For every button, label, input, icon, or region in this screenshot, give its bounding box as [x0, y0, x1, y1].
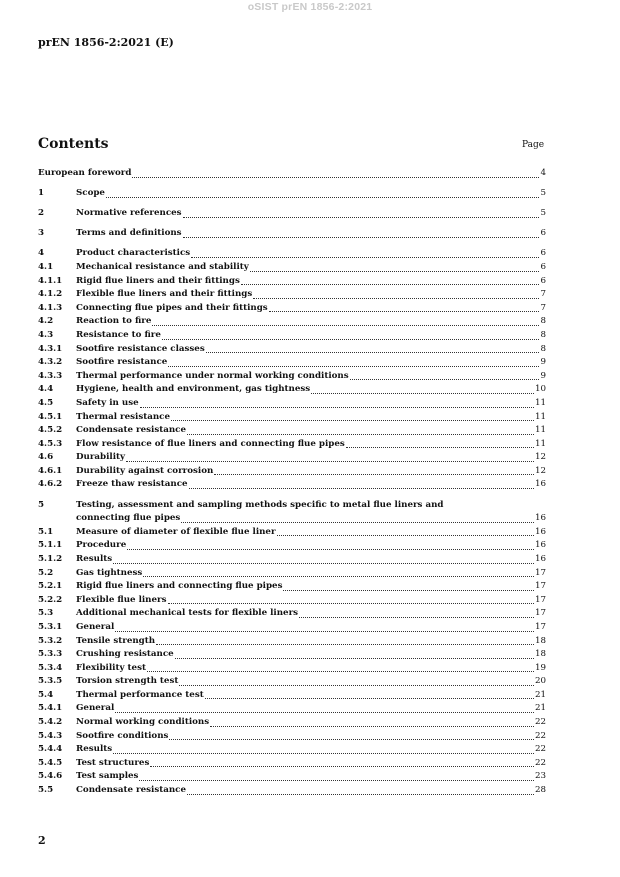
toc-entry-page: 17 — [534, 621, 546, 632]
toc-entry-number: 5.3.5 — [38, 676, 63, 687]
toc-entry-number: 5.4 — [38, 689, 54, 700]
dot-leader — [115, 712, 534, 713]
toc-entry-number: 5.3.3 — [38, 649, 63, 660]
dot-leader — [253, 298, 539, 299]
toc-entry[interactable] — [38, 689, 546, 703]
dot-leader — [183, 217, 540, 218]
table-of-contents — [38, 167, 546, 798]
toc-entry-number: 4.3.3 — [38, 370, 63, 381]
toc-entry-title: Thermal performance test — [76, 689, 204, 700]
toc-entry-title: Gas tightness — [76, 567, 143, 578]
toc-entry-page: 6 — [540, 275, 546, 286]
toc-entry-page: 18 — [534, 635, 546, 646]
dot-leader — [113, 563, 534, 564]
toc-entry[interactable] — [38, 567, 546, 581]
toc-entry-page: 6 — [540, 261, 546, 272]
toc-entry-title: Thermal performance under normal working conditions — [76, 370, 349, 381]
toc-entry[interactable] — [38, 207, 546, 221]
toc-entry-title: General — [76, 703, 115, 714]
toc-entry-number: 4.2 — [38, 316, 54, 327]
toc-entry-title: European foreword — [38, 168, 132, 178]
toc-entry-page: 22 — [534, 730, 546, 741]
toc-entry-number: 5 — [38, 499, 45, 510]
toc-entry-title: Crushing resistance — [76, 649, 174, 660]
dot-leader — [311, 393, 534, 394]
toc-entry[interactable] — [38, 621, 546, 635]
dot-leader — [169, 739, 534, 740]
toc-entry-number: 4.5 — [38, 397, 54, 408]
toc-entry-title: Procedure — [76, 540, 127, 551]
toc-entry[interactable] — [38, 356, 546, 370]
toc-entry-number: 5.1 — [38, 526, 54, 537]
toc-entry-page: 11 — [534, 438, 546, 449]
toc-entry-page: 10 — [534, 384, 546, 395]
toc-entry-number: 5.3.1 — [38, 621, 63, 632]
toc-entry[interactable] — [38, 247, 546, 261]
toc-entry-number: 5.4.5 — [38, 757, 63, 768]
toc-entry-title: Mechanical resistance and stability — [76, 261, 249, 272]
dot-leader — [132, 177, 539, 178]
dot-leader — [210, 726, 534, 727]
dot-leader — [187, 434, 534, 435]
toc-entry-title-line1: Testing, assessment and sampling methods specific to metal flue liners and — [76, 499, 444, 510]
dot-leader — [115, 631, 534, 632]
dot-leader — [241, 284, 540, 285]
toc-entry-number: 4.5.3 — [38, 438, 63, 449]
toc-entry[interactable] — [38, 275, 546, 289]
dot-leader — [179, 685, 534, 686]
toc-entry[interactable] — [38, 730, 546, 744]
toc-entry-title: Additional mechanical tests for flexible liners — [76, 608, 299, 619]
toc-entry-page: 9 — [540, 370, 546, 381]
toc-entry-number: 5.2.2 — [38, 594, 63, 605]
dot-leader — [277, 535, 534, 536]
toc-entry-title: Freeze thaw resistance — [76, 479, 188, 490]
toc-entry-page: 8 — [540, 343, 546, 354]
dot-leader — [269, 311, 540, 312]
toc-entry-title: Sootfire conditions — [76, 730, 169, 741]
toc-entry[interactable] — [38, 302, 546, 316]
toc-entry-title: General — [76, 621, 115, 632]
toc-entry-number: 5.1.1 — [38, 540, 63, 551]
dot-leader — [140, 407, 534, 408]
toc-entry-page: 17 — [534, 581, 546, 592]
dot-leader — [299, 617, 534, 618]
toc-entry-number: 4.4 — [38, 384, 54, 395]
toc-entry-number: 4.3 — [38, 329, 54, 340]
toc-entry-number: 3 — [38, 228, 45, 239]
toc-entry[interactable] — [38, 397, 546, 411]
toc-entry[interactable] — [38, 261, 546, 275]
toc-entry-number: 5.3.4 — [38, 662, 63, 673]
toc-entry-title-line2: connecting flue pipes — [76, 513, 181, 524]
toc-entry[interactable] — [38, 451, 546, 465]
toc-entry-section-5[interactable] — [38, 499, 546, 526]
toc-entry-title: Reaction to fire — [76, 316, 152, 327]
dot-leader — [175, 658, 534, 659]
toc-entry[interactable] — [38, 227, 546, 241]
toc-entry-page: 6 — [540, 248, 546, 259]
dot-leader — [191, 257, 539, 258]
toc-entry[interactable] — [38, 383, 546, 397]
toc-entry-title: Terms and definitions — [76, 228, 182, 239]
toc-entry-page: 9 — [540, 357, 546, 368]
toc-entry-page: 22 — [534, 744, 546, 755]
toc-entry-number: 1 — [38, 188, 45, 199]
contents-heading: Contents — [38, 136, 109, 152]
toc-entry-number: 5.4.6 — [38, 771, 63, 782]
toc-entry-page: 16 — [534, 540, 546, 551]
toc-entry-number: 5.2.1 — [38, 581, 63, 592]
toc-entry-number: 4 — [38, 248, 45, 259]
toc-entry-title: Flexibility test — [76, 662, 146, 673]
dot-leader — [168, 603, 534, 604]
toc-entry[interactable] — [38, 539, 546, 553]
toc-entry[interactable] — [38, 648, 546, 662]
toc-entry-number: 4.6.2 — [38, 479, 63, 490]
toc-entry-page: 28 — [534, 785, 546, 796]
toc-entry-number: 4.1.2 — [38, 289, 63, 300]
dot-leader — [143, 576, 534, 577]
toc-entry-page: 17 — [534, 567, 546, 578]
toc-entry-number: 5.2 — [38, 567, 54, 578]
dot-leader — [113, 753, 534, 754]
toc-entry-title: Condensate resistance — [76, 785, 186, 796]
toc-entry-page: 8 — [540, 329, 546, 340]
toc-entry-title: Sootfire resistance classes — [76, 343, 205, 354]
toc-entry-page: 16 — [534, 526, 546, 537]
toc-entry-page: 21 — [534, 689, 546, 700]
toc-entry[interactable] — [38, 594, 546, 608]
toc-entry-page: 22 — [534, 757, 546, 768]
toc-entry-number: 5.4.2 — [38, 717, 63, 728]
toc-entry-title: Test samples — [76, 771, 139, 782]
toc-entry-title: Rigid flue liners and connecting flue pipes — [76, 581, 283, 592]
toc-entry-page: 16 — [534, 513, 546, 524]
toc-entry-title: Resistance to fire — [76, 329, 161, 340]
toc-entry[interactable] — [38, 438, 546, 452]
dot-leader — [162, 339, 540, 340]
toc-entry-number: 4.1.3 — [38, 302, 63, 313]
toc-entry[interactable] — [38, 343, 546, 357]
toc-entry-title: Scope — [76, 188, 105, 199]
toc-entry-title: Product characteristics — [76, 248, 191, 259]
toc-entry-page: 5 — [540, 188, 546, 199]
toc-entry-number: 5.1.2 — [38, 553, 63, 564]
toc-entry-number: 4.3.1 — [38, 343, 63, 354]
toc-entry[interactable] — [38, 770, 546, 784]
toc-entry-page: 23 — [534, 771, 546, 782]
dot-leader — [152, 325, 539, 326]
toc-entry[interactable] — [38, 288, 546, 302]
toc-entry-title: Thermal resistance — [76, 411, 170, 422]
toc-entry-page: 11 — [534, 411, 546, 422]
dot-leader — [171, 420, 534, 421]
toc-entry-number: 4.6.1 — [38, 465, 63, 476]
dot-leader — [156, 644, 534, 645]
toc-entry-page: 11 — [534, 425, 546, 436]
toc-entry-page: 17 — [534, 594, 546, 605]
toc-entry-number: 4.5.2 — [38, 425, 63, 436]
toc-entry-title: Flow resistance of flue liners and connecting flue pipes — [76, 438, 345, 449]
toc-entry-page: 18 — [534, 649, 546, 660]
toc-entry[interactable] — [38, 465, 546, 479]
toc-entry-title: Normal working conditions — [76, 717, 210, 728]
toc-entry-title: Durability — [76, 452, 126, 463]
toc-entry[interactable] — [38, 424, 546, 438]
toc-entry-page: 11 — [534, 397, 546, 408]
toc-entry-title: Safety in use — [76, 397, 139, 408]
toc-entry[interactable] — [38, 329, 546, 343]
toc-entry-title: Flexible flue liners — [76, 594, 167, 605]
toc-entry[interactable] — [38, 187, 546, 201]
toc-entry[interactable] — [38, 580, 546, 594]
page-column-label: Page — [522, 140, 545, 150]
page-number: 2 — [38, 834, 46, 847]
dot-leader — [187, 794, 534, 795]
dot-leader — [189, 488, 534, 489]
toc-entry-title: Sootfire resistance — [76, 357, 168, 368]
dot-leader — [214, 474, 534, 475]
dot-leader — [350, 379, 540, 380]
toc-entry-title: Results — [76, 553, 113, 564]
toc-entry-page: 17 — [534, 608, 546, 619]
dot-leader — [139, 780, 534, 781]
toc-entry-european-foreword[interactable] — [38, 167, 546, 181]
dot-leader — [106, 197, 540, 198]
toc-entry-title: Flexible flue liners and their fittings — [76, 289, 253, 300]
toc-entry-page: 16 — [534, 553, 546, 564]
toc-entry-number: 4.1.1 — [38, 275, 63, 286]
toc-entry[interactable] — [38, 702, 546, 716]
toc-entry-number: 5.4.1 — [38, 703, 63, 714]
toc-entry-number: 2 — [38, 208, 45, 219]
dot-leader — [181, 522, 534, 523]
toc-entry[interactable] — [38, 743, 546, 757]
toc-entry-page: 16 — [534, 479, 546, 490]
toc-entry-title: Normative references — [76, 208, 182, 219]
toc-entry-number: 5.4.4 — [38, 744, 63, 755]
toc-entry[interactable] — [38, 315, 546, 329]
toc-entry-title: Tensile strength — [76, 635, 156, 646]
dot-leader — [127, 549, 534, 550]
toc-entry-page: 12 — [534, 465, 546, 476]
toc-entry-page: 7 — [540, 289, 546, 300]
toc-entry-page: 22 — [534, 717, 546, 728]
toc-entry-page: 8 — [540, 316, 546, 327]
dot-leader — [250, 271, 540, 272]
toc-entry-page: 7 — [540, 302, 546, 313]
dot-leader — [283, 590, 533, 591]
toc-entry[interactable] — [38, 411, 546, 425]
toc-entry[interactable] — [38, 553, 546, 567]
toc-entry-number: 5.3.2 — [38, 635, 63, 646]
toc-entry-number: 4.1 — [38, 261, 54, 272]
toc-entry-page: 21 — [534, 703, 546, 714]
dot-leader — [183, 237, 540, 238]
toc-entry-number: 4.5.1 — [38, 411, 63, 422]
toc-entry-page: 20 — [534, 676, 546, 687]
toc-entry[interactable] — [38, 675, 546, 689]
toc-entry[interactable] — [38, 370, 546, 384]
toc-entry-title: Durability against corrosion — [76, 465, 214, 476]
toc-entry[interactable] — [38, 635, 546, 649]
toc-entry-title: Results — [76, 744, 113, 755]
toc-entry-number: 5.5 — [38, 785, 54, 796]
toc-entry[interactable] — [38, 526, 546, 540]
dot-leader — [205, 698, 534, 699]
dot-leader — [346, 447, 534, 448]
watermark: oSIST prEN 1856-2:2021 — [247, 1, 373, 13]
toc-entry-page: 12 — [534, 452, 546, 463]
toc-entry[interactable] — [38, 784, 546, 798]
dot-leader — [206, 352, 540, 353]
toc-entry-title: Test structures — [76, 757, 150, 768]
dot-leader — [168, 366, 539, 367]
dot-leader — [126, 461, 534, 462]
dot-leader — [147, 671, 534, 672]
toc-entry-title: Connecting flue pipes and their fittings — [76, 302, 268, 313]
toc-entry[interactable] — [38, 757, 546, 771]
toc-entry-page: 5 — [540, 208, 546, 219]
toc-entry[interactable] — [38, 662, 546, 676]
toc-entry-title: Measure of diameter of flexible flue liner — [76, 526, 276, 537]
document-id: prEN 1856-2:2021 (E) — [38, 36, 174, 49]
toc-entry-page: 4 — [540, 168, 546, 178]
toc-entry-page: 6 — [540, 228, 546, 239]
toc-entry-title: Hygiene, health and environment, gas tightness — [76, 384, 311, 395]
toc-entry[interactable] — [38, 478, 546, 492]
toc-entry[interactable] — [38, 607, 546, 621]
toc-entry[interactable] — [38, 716, 546, 730]
toc-entry-title: Torsion strength test — [76, 676, 179, 687]
toc-entry-page: 19 — [534, 662, 546, 673]
toc-entry-title: Rigid flue liners and their fittings — [76, 275, 240, 286]
toc-entry-number: 5.4.3 — [38, 730, 63, 741]
toc-entry-number: 5.3 — [38, 608, 54, 619]
toc-entry-title: Condensate resistance — [76, 425, 186, 436]
dot-leader — [150, 766, 534, 767]
toc-entry-number: 4.3.2 — [38, 357, 63, 368]
toc-entry-number: 4.6 — [38, 452, 54, 463]
